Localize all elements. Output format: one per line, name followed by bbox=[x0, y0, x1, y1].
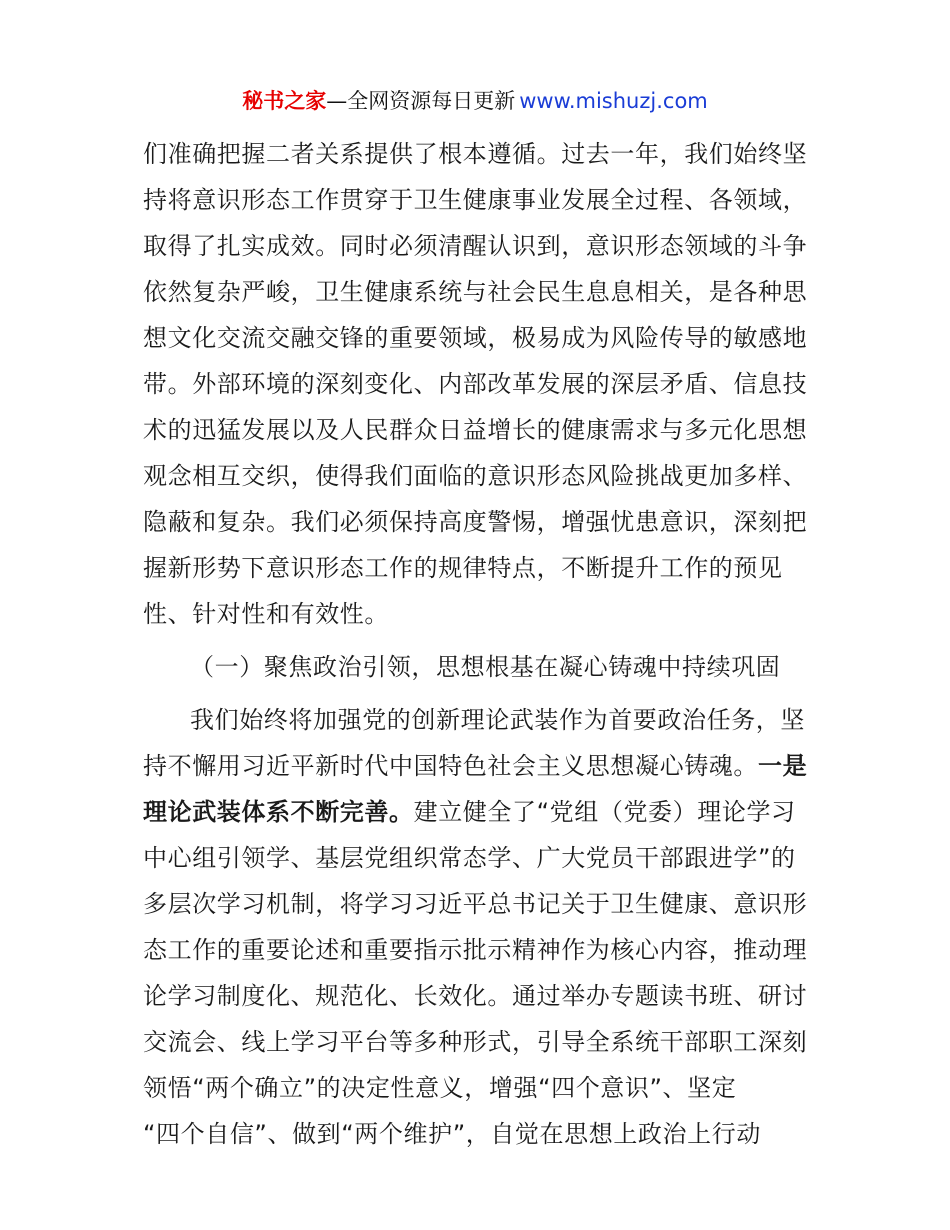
text-line bbox=[143, 749, 813, 783]
text-line: 术的迅猛发展以及人民群众日益增长的健康需求与多元化思想 bbox=[143, 416, 808, 444]
text-span: 持不懈用习近平新时代中国特色社会主义思想凝心铸魂。 bbox=[143, 752, 758, 780]
text-line: 我们始终将加强党的创新理论武装作为首要政治任务，坚 bbox=[190, 706, 805, 734]
bold-text: 一是 bbox=[758, 752, 808, 780]
text-line: 们准确把握二者关系提供了根本遵循。过去一年，我们始终坚 bbox=[143, 140, 808, 168]
text-line: 持将意识形态工作贯穿于卫生健康事业发展全过程、各领域， bbox=[143, 186, 808, 214]
text-line: 性、针对性和有效性。 bbox=[143, 600, 389, 628]
section-heading: （一）聚焦政治引领，思想根基在凝心铸魂中持续巩固 bbox=[190, 653, 781, 681]
page-header bbox=[0, 86, 950, 116]
text-line: 隐蔽和复杂。我们必须保持高度警惕，增强忧患意识，深刻把 bbox=[143, 508, 808, 536]
text-line: 领悟“两个确立”的决定性意义，增强“四个意识”、坚定 bbox=[143, 1074, 737, 1102]
text-line: 观念相互交织，使得我们面临的意识形态风险挑战更加多样、 bbox=[143, 462, 808, 490]
text-line: 带。外部环境的深刻变化、内部改革发展的深层矛盾、信息技 bbox=[143, 370, 808, 398]
text-span: 建立健全了“党组（党委）理论学习 bbox=[413, 798, 796, 826]
text-line: 多层次学习机制，将学习习近平总书记关于卫生健康、意识形 bbox=[143, 890, 808, 918]
bold-text: 理论武装体系不断完善。 bbox=[143, 798, 414, 826]
text-line: 中心组引领学、基层党组织常态学、广大党员干部跟进学”的 bbox=[143, 844, 796, 872]
text-line: 交流会、线上学习平台等多种形式，引导全系统干部职工深刻 bbox=[143, 1028, 808, 1056]
text-line: 态工作的重要论述和重要指示批示精神作为核心内容，推动理 bbox=[143, 936, 808, 964]
text-line bbox=[143, 795, 813, 829]
text-line: 想文化交流交融交锋的重要领域，极易成为风险传导的敏感地 bbox=[143, 324, 808, 352]
text-line: “四个自信”、做到“两个维护”，自觉在思想上政治上行动 bbox=[143, 1120, 761, 1148]
text-line: 取得了扎实成效。同时必须清醒认识到，意识形态领域的斗争 bbox=[143, 232, 808, 260]
header-tagline: —全网资源每日更新 bbox=[326, 89, 516, 113]
site-url-link[interactable]: www.mishuzj.com bbox=[519, 89, 708, 113]
text-line: 论学习制度化、规范化、长效化。通过举办专题读书班、研讨 bbox=[143, 982, 808, 1010]
brand-name: 秘书之家 bbox=[242, 89, 327, 113]
text-line: 握新形势下意识形态工作的规律特点，不断提升工作的预见 bbox=[143, 554, 783, 582]
text-line: 依然复杂严峻，卫生健康系统与社会民生息息相关，是各种思 bbox=[143, 278, 808, 306]
